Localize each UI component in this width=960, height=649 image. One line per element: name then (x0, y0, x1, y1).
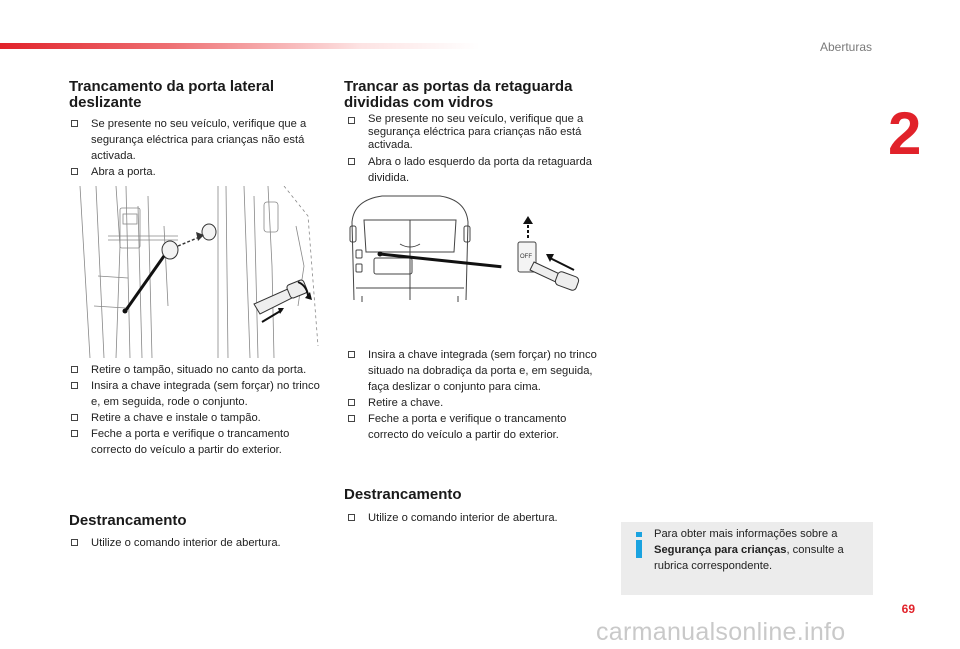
chapter-number: 2 (888, 100, 922, 167)
list-item: Se presente no seu veículo, verifique que a segurança eléctrica para crianças não está activada. (346, 113, 602, 152)
section-name: Aberturas (819, 40, 872, 54)
right-unlock-list (346, 510, 602, 526)
off-label: OFF (520, 254, 532, 260)
right-unlock-title: Destrancamento (344, 486, 462, 503)
watermark: carmanualsonline.info (596, 618, 846, 646)
rear-doors-lock-illustration (342, 192, 604, 304)
right-steps (346, 347, 602, 443)
list-item: Feche a porta e verifique o trancamento correcto do veículo a partir do exterior. (69, 426, 327, 458)
list-item: Retire a chave e instale o tampão. (69, 410, 327, 426)
list-item: Insira a chave integrada (sem forçar) no trinco situado na dobradiça da porta e, em seguida, faça deslizar o conjunto para cima. (346, 347, 602, 395)
info-text-pre: Para obter mais informações sobre a (654, 528, 838, 540)
right-title: Trancar as portas da retaguarda divididas com vidros (344, 78, 573, 111)
list-item: Retire a chave. (346, 395, 602, 411)
list-item: Insira a chave integrada (sem forçar) no trinco e, em seguida, rode o conjunto. (69, 378, 327, 410)
header-accent-bar (0, 43, 480, 49)
list-item: Se presente no seu veículo, verifique que a segurança eléctrica para crianças não está activada. (69, 116, 327, 164)
list-item: Utilize o comando interior de abertura. (69, 535, 327, 551)
list-item: Utilize o comando interior de abertura. (346, 510, 602, 526)
left-title: Trancamento da porta lateral deslizante (69, 78, 275, 111)
info-text (654, 526, 864, 574)
info-icon (632, 531, 646, 559)
page-number: 69 (901, 602, 915, 616)
left-unlock-title: Destrancamento (69, 512, 187, 529)
left-steps (69, 362, 327, 458)
list-item: Abra o lado esquerdo da porta da retaguarda dividida. (346, 154, 602, 186)
sliding-door-lock-illustration (68, 186, 324, 358)
list-item: Abra a porta. (69, 164, 327, 180)
left-unlock-list (69, 535, 327, 551)
right-intro (346, 113, 602, 186)
list-item: Feche a porta e verifique o trancamento correcto do veículo a partir do exterior. (346, 411, 602, 443)
info-box (621, 522, 873, 595)
info-link-child-safety: Segurança para crianças (654, 544, 787, 556)
list-item: Retire o tampão, situado no canto da porta. (69, 362, 327, 378)
left-intro (69, 116, 327, 180)
info-text-post: , consulte a rubrica correspondente. (654, 544, 844, 572)
